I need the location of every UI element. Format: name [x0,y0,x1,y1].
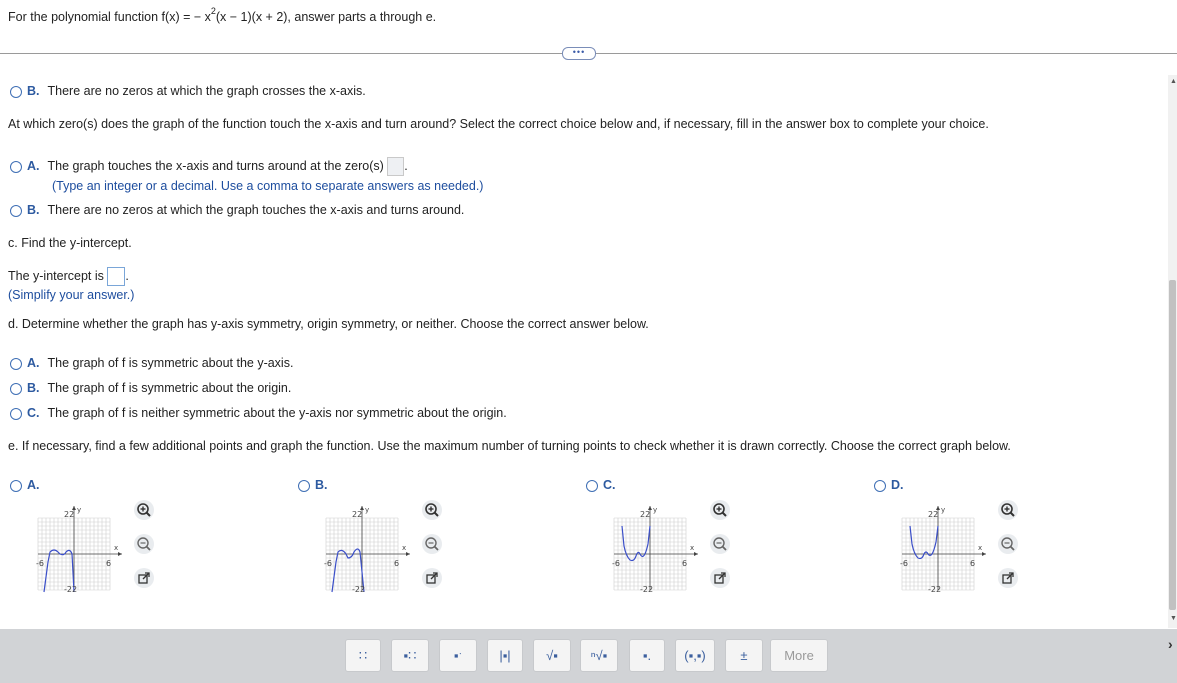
y-intercept-input[interactable] [107,267,125,286]
problem-statement: For the polynomial function f(x) = − $x^2(x - 1)(x + 2)$, answer parts a through e. [8,6,437,25]
zoom-out-icon[interactable] [134,534,154,554]
plus-minus-tool[interactable]: ± [725,639,763,672]
y-intercept-hint: (Simplify your answer.) [8,288,135,302]
absolute-value-tool[interactable]: |▪| [487,639,523,672]
svg-text:-6: -6 [36,559,44,568]
svg-text:x: x [690,544,695,552]
radio-button[interactable] [10,205,22,217]
svg-text:6: 6 [106,559,112,568]
touch-option-a[interactable]: A. The graph touches the x-axis and turns around at the zero(s) . [10,157,408,176]
svg-text:6: 6 [394,559,400,568]
nth-root-tool[interactable]: ⁿ√▪ [580,639,618,672]
expand-button[interactable]: ••• [562,47,596,60]
zoom-in-icon[interactable] [134,500,154,520]
touch-question: At which zero(s) does the graph of the function touch the x-axis and turn around? Select the correct choice below and, if necessary, fill in the answer box to complete your choice. [8,117,989,131]
svg-text:6: 6 [970,559,976,568]
radio-button[interactable] [10,408,22,420]
more-button[interactable]: More [770,639,828,672]
crosses-option-b[interactable]: B. There are no zeros at which the graph crosses the x-axis. [10,84,366,98]
radio-button[interactable] [874,480,886,492]
collapse-toolbar-icon[interactable]: › [1168,636,1173,652]
graph-option-label[interactable]: B. [298,478,336,492]
svg-text:-22: -22 [928,585,942,594]
scrollbar-thumb[interactable] [1169,280,1176,610]
svg-text:y: y [77,506,82,514]
radio-button[interactable] [586,480,598,492]
touch-hint: (Type an integer or a decimal. Use a comma to separate answers as needed.) [52,179,484,193]
graph-option-label[interactable]: D. [874,478,912,492]
symmetry-option-c[interactable]: C. The graph of f is neither symmetric about the y-axis nor symmetric about the origin. [10,406,507,420]
zoom-out-icon[interactable] [710,534,730,554]
svg-text:6: 6 [682,559,688,568]
svg-text:-6: -6 [612,559,620,568]
part-e-heading: e. If necessary, find a few additional points and graph the function. Use the maximum number of turning points to check whether it is drawn correctly. Choose the correct graph below. [8,439,1011,453]
open-external-icon[interactable] [710,568,730,588]
radio-button[interactable] [10,86,22,98]
zeros-answer-box[interactable] [387,157,404,176]
graph-plot [36,504,136,596]
svg-text:x: x [978,544,983,552]
open-external-icon[interactable] [998,568,1018,588]
zoom-in-icon[interactable] [710,500,730,520]
scroll-down-icon[interactable]: ▼ [1170,615,1177,622]
graph-plot [900,504,1000,596]
svg-text:22: 22 [352,510,363,519]
mixed-number-tool[interactable]: ▪∷ [391,639,429,672]
y-intercept-row: The y-intercept is . [8,267,129,286]
svg-text:x: x [402,544,407,552]
zoom-in-icon[interactable] [422,500,442,520]
radio-button[interactable] [10,358,22,370]
radio-button[interactable] [10,383,22,395]
svg-text:y: y [365,506,370,514]
svg-text:-22: -22 [352,585,366,594]
touch-option-b[interactable]: B. There are no zeros at which the graph touches the x-axis and turns around. [10,203,464,217]
graph-option-label[interactable]: A. [10,478,48,492]
symmetry-option-b[interactable]: B. The graph of f is symmetric about the origin. [10,381,291,395]
svg-text:x: x [114,544,119,552]
svg-text:y: y [653,506,658,514]
zoom-out-icon[interactable] [422,534,442,554]
graph-plot [612,504,712,596]
zoom-in-icon[interactable] [998,500,1018,520]
symmetry-option-a[interactable]: A. The graph of f is symmetric about the y-axis. [10,356,293,370]
open-external-icon[interactable] [422,568,442,588]
part-c-heading: c. Find the y-intercept. [8,236,132,250]
svg-text:y: y [941,506,946,514]
svg-text:-6: -6 [900,559,908,568]
decimal-tool[interactable]: ▪. [629,639,665,672]
exponent-tool[interactable]: ▪ˑ [439,639,477,672]
radio-button[interactable] [10,480,22,492]
part-d-heading: d. Determine whether the graph has y-axis symmetry, origin symmetry, or neither. Choose the correct answer below. [8,317,649,331]
svg-text:-6: -6 [324,559,332,568]
svg-text:-22: -22 [640,585,654,594]
svg-text:22: 22 [640,510,651,519]
ordered-pair-tool[interactable]: (▪,▪) [675,639,715,672]
sqrt-tool[interactable]: √▪ [533,639,571,672]
svg-text:22: 22 [64,510,75,519]
svg-text:-22: -22 [64,585,78,594]
fraction-tool[interactable]: ∷ [345,639,381,672]
radio-button[interactable] [10,161,22,173]
radio-button[interactable] [298,480,310,492]
zoom-out-icon[interactable] [998,534,1018,554]
scroll-up-icon[interactable]: ▲ [1170,78,1177,85]
graph-option-label[interactable]: C. [586,478,624,492]
graph-plot [324,504,424,596]
open-external-icon[interactable] [134,568,154,588]
svg-text:22: 22 [928,510,939,519]
